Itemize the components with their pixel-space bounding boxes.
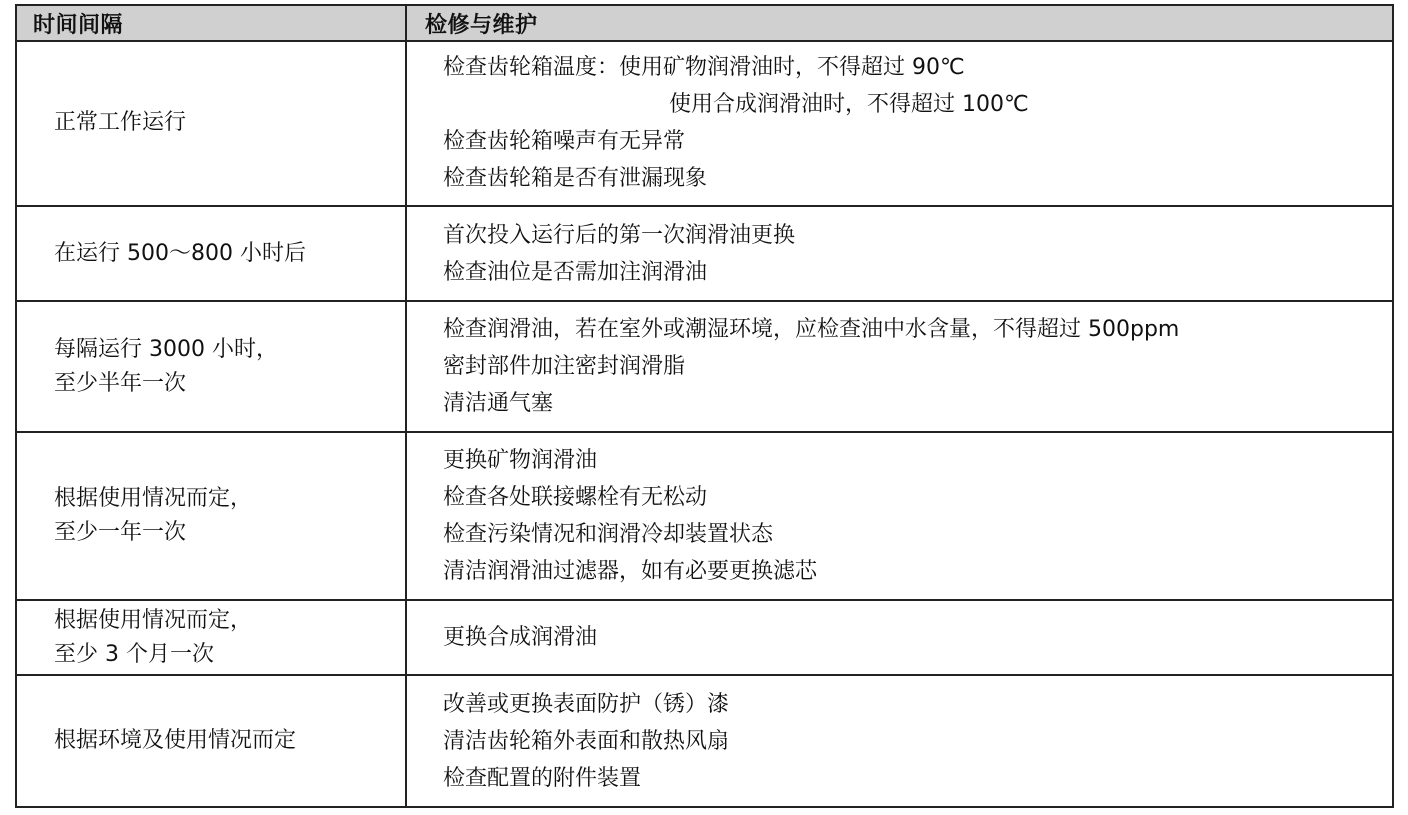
table-header-row (16, 5, 1393, 41)
task-item: 清洁润滑油过滤器，如有必要更换滤芯 (443, 558, 818, 584)
task-item: 清洁通气塞 (443, 391, 554, 417)
interval-text: 至少 3 个月一次 (54, 641, 214, 667)
task-item: 首次投入运行后的第一次润滑油更换 (443, 222, 796, 248)
interval-text: 每隔运行 3000 小时， (54, 336, 278, 362)
interval-text: 至少一年一次 (54, 519, 187, 545)
tasks-cell (406, 675, 1393, 807)
task-item: 更换合成润滑油 (443, 625, 598, 651)
task-item: 更换矿物润滑油 (443, 447, 598, 473)
interval-cell (16, 432, 406, 600)
tasks-cell (406, 206, 1393, 301)
header-interval: 时间间隔 (16, 5, 406, 41)
table-row (16, 301, 1393, 432)
interval-cell (16, 206, 406, 301)
interval-text: 根据使用情况而定， (54, 485, 253, 511)
interval-text: 至少半年一次 (54, 370, 187, 396)
task-item: 清洁齿轮箱外表面和散热风扇 (443, 728, 730, 754)
task-item: 使用合成润滑油时，不得超过 100℃ (669, 92, 1029, 118)
task-item: 检查齿轮箱噪声有无异常 (443, 129, 686, 155)
interval-cell (16, 600, 406, 675)
interval-cell (16, 41, 406, 206)
maintenance-schedule-table (15, 4, 1394, 808)
task-item: 检查油位是否需加注润滑油 (443, 259, 708, 285)
interval-text: 根据环境及使用情况而定 (54, 728, 297, 754)
tasks-cell (406, 41, 1393, 206)
task-item: 改善或更换表面防护（锈）漆 (443, 691, 730, 717)
task-item: 密封部件加注密封润滑脂 (443, 354, 686, 380)
table-row (16, 600, 1393, 675)
table-row (16, 206, 1393, 301)
table-row (16, 432, 1393, 600)
tasks-cell (406, 432, 1393, 600)
table-row (16, 41, 1393, 206)
interval-cell (16, 301, 406, 432)
interval-cell (16, 675, 406, 807)
table-row (16, 675, 1393, 807)
tasks-cell (406, 301, 1393, 432)
header-maintenance: 检修与维护 (406, 5, 1393, 41)
task-item: 检查各处联接螺栓有无松动 (443, 484, 708, 510)
interval-text: 正常工作运行 (54, 110, 187, 136)
task-item: 检查配置的附件装置 (443, 765, 642, 791)
task-item: 检查污染情况和润滑冷却装置状态 (443, 521, 774, 547)
task-item: 检查齿轮箱温度：使用矿物润滑油时，不得超过 90℃ (443, 55, 965, 81)
task-item: 检查齿轮箱是否有泄漏现象 (443, 166, 708, 192)
tasks-cell (406, 600, 1393, 675)
interval-text: 在运行 500～800 小时后 (54, 240, 306, 266)
interval-text: 根据使用情况而定， (54, 607, 253, 633)
maintenance-document (15, 4, 1394, 808)
task-item: 检查润滑油，若在室外或潮湿环境，应检查油中水含量，不得超过 500ppm (443, 317, 1180, 343)
